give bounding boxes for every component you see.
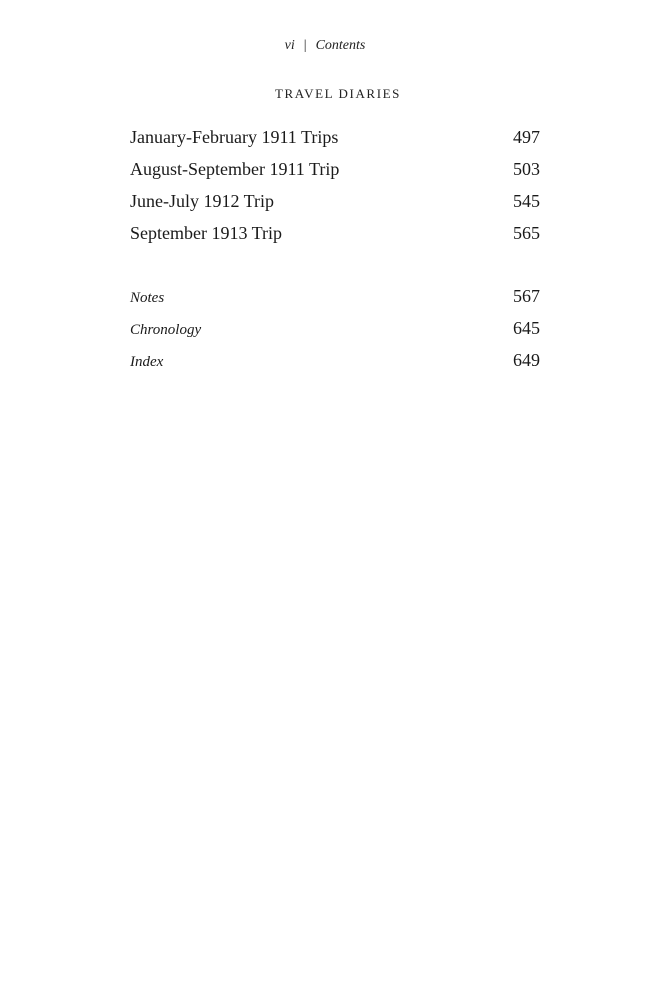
toc-row: [130, 191, 540, 223]
toc-entry-page: 545: [513, 191, 540, 211]
toc-entry-page: 645: [513, 318, 540, 338]
toc-entry-title: January-February 1911 Trips: [130, 127, 339, 147]
travel-diaries-toc: [130, 127, 540, 255]
page-folio: vi: [284, 38, 295, 53]
running-head: [0, 38, 650, 54]
toc-row: [130, 318, 540, 350]
toc-entry-title: Index: [130, 354, 164, 370]
toc-entry-page: 649: [513, 350, 540, 370]
toc-entry-title: September 1913 Trip: [130, 223, 283, 243]
toc-entry-page: 567: [513, 286, 540, 306]
toc-entry-page: 565: [513, 223, 540, 243]
toc-entry-title: June-July 1912 Trip: [130, 191, 275, 211]
running-head-separator: |: [303, 38, 307, 53]
toc-row: [130, 159, 540, 191]
toc-row: [130, 350, 540, 382]
running-head-title: Contents: [315, 38, 366, 53]
toc-entry-page: 503: [513, 159, 540, 179]
toc-entry-title: August-September 1911 Trip: [130, 159, 340, 179]
toc-row: [130, 286, 540, 318]
toc-entry-page: 497: [513, 127, 540, 147]
toc-row: [130, 127, 540, 159]
section-heading: TRAVEL DIARIES: [274, 86, 402, 101]
toc-entry-title: Chronology: [130, 322, 202, 338]
back-matter-toc: [130, 286, 540, 382]
toc-row: [130, 223, 540, 255]
toc-entry-title: Notes: [130, 290, 165, 306]
